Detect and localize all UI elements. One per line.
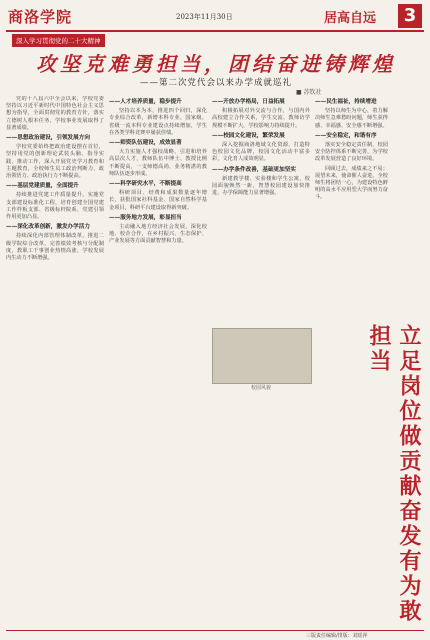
section-subheading: ——师资队伍建设，成效显著 — [109, 140, 182, 147]
page-number: 3 — [398, 4, 422, 28]
article-subheadline: ——第二次党代会以来办学成就巡礼 — [139, 78, 292, 88]
section-name: 居高自远 — [324, 11, 377, 26]
text-column-2 — [109, 96, 207, 628]
section-subheading: ——人才培养质量，稳步提升 — [109, 99, 182, 105]
body-paragraph: 党的十八届六中全会以来，学校党委坚持以习近平新时代中国特色社会主义思想为指导，全面贯彻党的教育方针，落实立德树人根本任务，学校事业发展取得了显著成绩。 — [6, 96, 104, 131]
section-subheading: ——服务地方发展，彰显担当 — [109, 214, 182, 221]
body-paragraph: 科研项目、经费和成果数量逐年增长，获批国家社科基金、国家自然科学基金项目，科研平台建设取得新突破。 — [109, 190, 207, 211]
newspaper-page — [6, 4, 424, 639]
body-paragraph: 坚持以本为本，推进四个回归，深化专业综合改革，新增本科专业，国家级、省级一流本科专业建设点持续增加，学生在各类学科竞赛中屡获佳绩。 — [109, 108, 207, 136]
body-paragraph: 持续推进党建工作质量提升，实施党支部建设标准化工程，培育创建全国党建工作样板支部、省级标杆院系，党建引领作用更加凸显。 — [6, 192, 104, 221]
photo-caption: 校园风貌 — [250, 385, 271, 391]
body-paragraph: 回顾过去，成绩来之不易；展望未来，使命催人奋进。全校师生将团结一心，为建设特色鲜明的高水平应用型大学而努力奋斗。 — [315, 165, 388, 201]
section-subheading: ——思想政治建设，引领发展方向 — [6, 135, 90, 142]
body-paragraph: 落实安全稳定责任制，校园安全防控体系不断完善，为学校改革发展营造了良好环境。 — [315, 142, 388, 163]
body-paragraph: 坚持以师生为中心，着力解决师生急难愁盼问题，师生获得感、幸福感、安全感不断增强。 — [315, 108, 388, 129]
section-subheading: ——基层党建质量，全面提升 — [6, 183, 79, 190]
masthead — [6, 4, 424, 32]
body-paragraph: 学校党委始终把政治建设摆在首位，坚持用党的创新理论武装头脑、指导实践、推动工作，深入开展党史学习教育和主题教育，全校师生员工政治判断力、政治领悟力、政治执行力不断提高。 — [6, 144, 104, 180]
section-subheading: ——科学研究水平，不断提高 — [109, 181, 182, 188]
section-subheading: ——校园文化建设，繁荣发展 — [212, 132, 285, 139]
body-paragraph: 大力实施人才强校战略，引进和培养高层次人才，教师队伍中博士、教授比例不断提高，一支师德高尚、业务精湛的教师队伍逐步形成。 — [109, 149, 207, 177]
column-tag: 深入学习贯彻党的二十大精神 — [12, 34, 105, 47]
section-subheading: ——民生福祉，持续增进 — [315, 99, 377, 105]
section-subheading: ——开放办学格局，日益拓展 — [212, 99, 285, 105]
body-paragraph: 主动融入地方经济社会发展，深化校地、校企合作，在乡村振兴、生态保护、产业发展等方面贡献智慧和力量。 — [109, 224, 207, 245]
body-paragraph: 深入挖掘商洛地域文化资源，打造特色校园文化品牌，校园文化活动丰富多彩，文化育人成效明显。 — [212, 142, 310, 163]
newspaper-logo: 商洛学院 — [8, 8, 73, 26]
text-column-1 — [6, 96, 104, 628]
body-paragraph: 积极拓展对外交流与合作，与国内外高校建立合作关系，学生交流、教师访学规模不断扩大，学校影响力持续提升。 — [212, 108, 310, 129]
body-paragraph: 持续深化内部管理体制改革，推进二级学院综合改革，完善绩效考核与分配制度，教职工干事创业热情高涨，学校发展内生动力不断增强。 — [6, 233, 104, 262]
side-title: 立足岗位做贡献奋发有为敢担当 — [366, 324, 422, 624]
issue-date: 2023年11月30日 — [176, 13, 233, 21]
article-photo — [212, 328, 312, 384]
body-paragraph: 新建教学楼、实验楼和学生公寓，校园面貌焕然一新，智慧校园建设加快推进，办学保障能力显著增强。 — [212, 175, 310, 197]
article-banner — [6, 34, 424, 96]
footer-editor-credit: 三版责任编辑/排版：刘瑶萍 — [306, 633, 368, 639]
article-byline: ■ 苏钦社 — [296, 89, 322, 96]
section-subheading: ——办学条件改善，基础更加坚实 — [212, 166, 296, 173]
section-subheading: ——安全稳定，和谐有序 — [315, 132, 377, 139]
footer-divider — [6, 630, 424, 631]
article-headline: 攻坚克难勇担当，团结奋进铸辉煌 — [36, 52, 396, 76]
section-subheading: ——深化改革创新，激发办学活力 — [6, 224, 90, 231]
